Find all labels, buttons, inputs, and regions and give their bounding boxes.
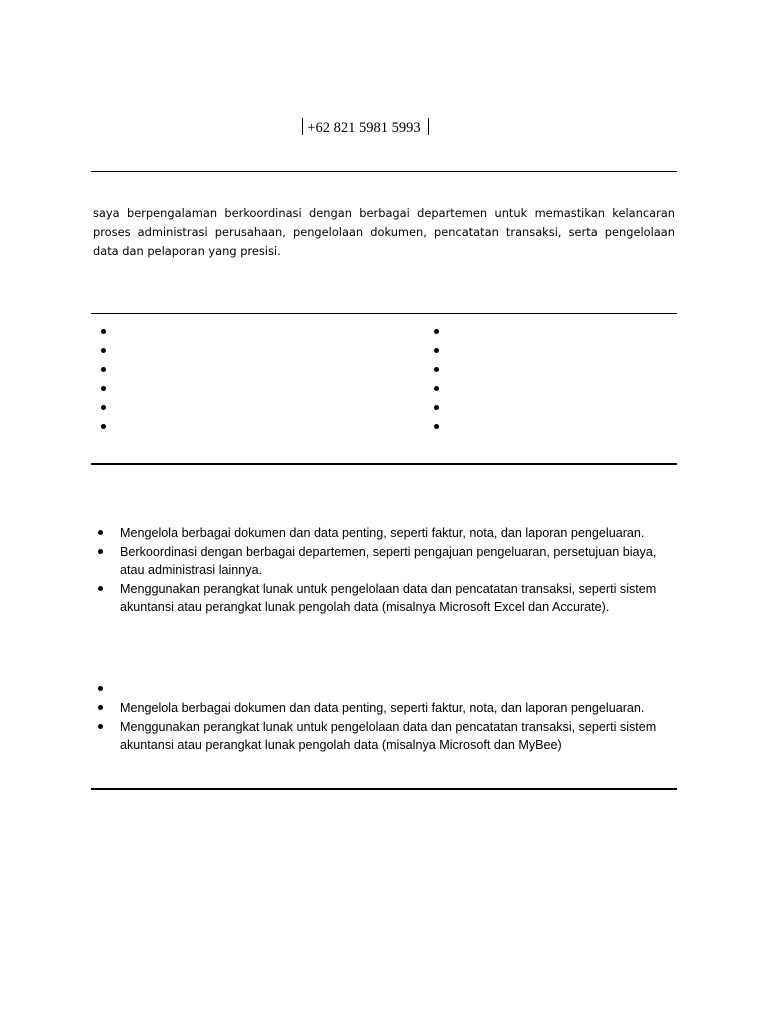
duty-text: Menggunakan perangkat lunak untuk pengelolaan data dan pencatatan transaksi, seperti sistem akuntansi atau perangkat lunak pengolah data (misalnya Microsoft dan MyBee) — [120, 720, 657, 752]
bullet-dot — [101, 329, 106, 334]
duty-item — [93, 543, 678, 579]
contact-line — [302, 118, 429, 138]
section-divider-3 — [91, 463, 677, 465]
duty-item — [93, 524, 678, 542]
bullet-dot — [101, 386, 106, 391]
bullet-dot — [434, 424, 439, 429]
bullet-dot — [98, 586, 103, 591]
duty-text: Mengelola berbagai dokumen dan data penting, seperti faktur, nota, dan laporan pengeluaran. — [120, 701, 645, 715]
experience-2-duties — [93, 680, 678, 755]
bullet-dot — [434, 386, 439, 391]
section-divider-2 — [91, 313, 677, 314]
section-divider-1 — [91, 171, 677, 172]
divider-bar-right — [428, 118, 429, 135]
bullet-dot — [98, 549, 103, 554]
duty-text: Berkoordinasi dengan berbagai departemen, seperti pengajuan pengeluaran, persetujuan biaya, atau administrasi lainnya. — [120, 545, 657, 577]
bullet-dot — [434, 405, 439, 410]
bullet-dot — [98, 530, 103, 535]
duty-text: Mengelola berbagai dokumen dan data penting, seperti faktur, nota, dan laporan pengeluaran. — [120, 526, 645, 540]
duty-item — [93, 680, 678, 698]
bullet-dot — [434, 329, 439, 334]
bullet-dot — [98, 686, 103, 691]
duty-item — [93, 699, 678, 717]
section-divider-4 — [91, 788, 677, 790]
profile-summary: saya berpengalaman berkoordinasi dengan berbagai departemen untuk memastikan kelancaran proses administrasi perusahaan, pengelolaan dokumen, pencatatan transaksi, serta pengelolaan data dan pelaporan yang presisi. — [93, 206, 675, 258]
bullet-dot — [101, 348, 106, 353]
bullet-dot — [101, 367, 106, 372]
bullet-dot — [101, 405, 106, 410]
bullet-dot — [98, 724, 103, 729]
bullet-dot — [98, 705, 103, 710]
divider-bar-left — [302, 118, 303, 135]
duty-item — [93, 580, 678, 616]
experience-1-duties — [93, 524, 678, 617]
bullet-dot — [434, 348, 439, 353]
bullet-dot — [434, 367, 439, 372]
duty-text: Menggunakan perangkat lunak untuk pengelolaan data dan pencatatan transaksi, seperti sistem akuntansi atau perangkat lunak pengolah data (misalnya Microsoft Excel dan Accurate). — [120, 582, 657, 614]
bullet-dot — [101, 424, 106, 429]
phone-number: +62 821 5981 5993 — [307, 120, 421, 136]
duty-item — [93, 718, 678, 754]
